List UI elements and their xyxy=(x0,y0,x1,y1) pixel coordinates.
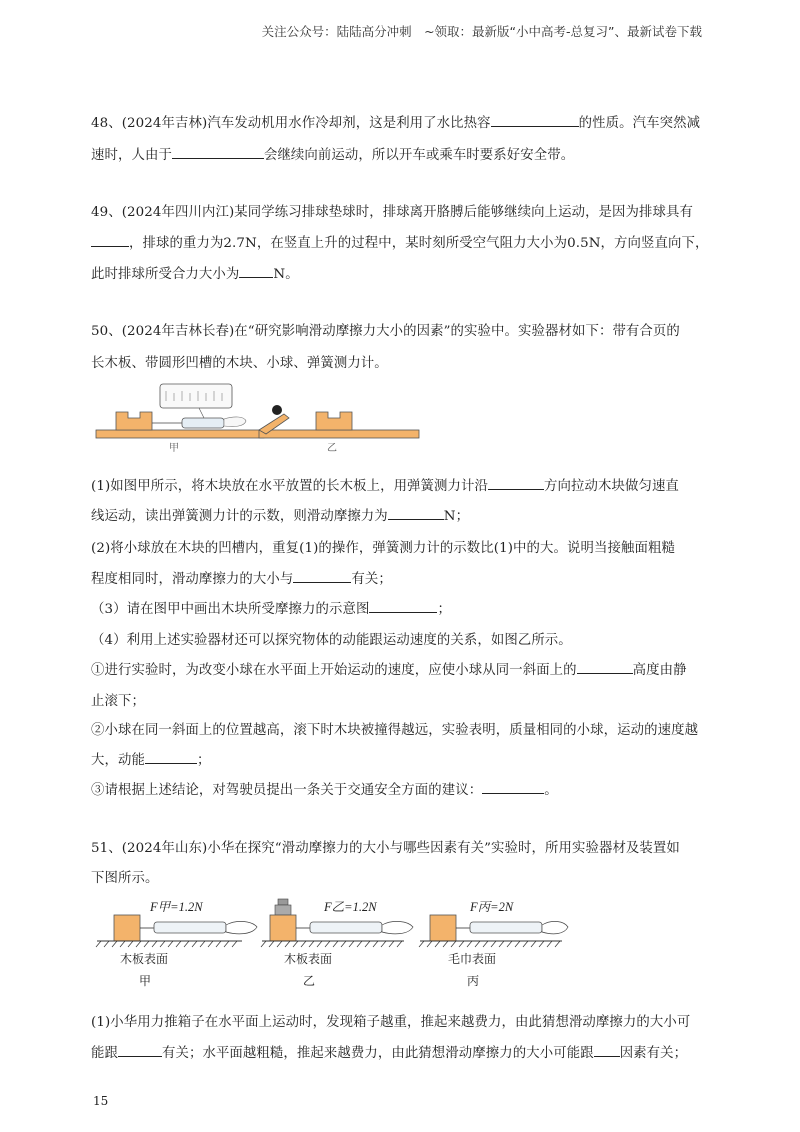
weight-top xyxy=(278,899,288,905)
q51-line2: 下图所示。 xyxy=(91,871,159,886)
q50-c2-blank[interactable] xyxy=(145,752,197,764)
q50-s4: （4）利用上述实验器材还可以探究物体的动能跟运动速度的关系，如图乙所示。 xyxy=(91,633,572,648)
hatch-mark xyxy=(293,941,298,947)
q50-s1-line1 xyxy=(91,475,679,494)
q50-s1-text-c: 线运动，读出弹簧测力计的示数，则滑动摩擦力为 xyxy=(91,509,388,524)
page-number: 15 xyxy=(93,1094,109,1108)
hand-icon xyxy=(542,921,568,933)
hatch-mark xyxy=(168,941,173,947)
q50-line1: 50、(2024年吉林长春)在“研究影响滑动摩擦力大小的因素”的实验中。实验器材如下：带有合页的 xyxy=(91,324,680,339)
q50-s2-text-c: 有关； xyxy=(351,572,392,587)
setup-jia xyxy=(97,900,257,988)
q51-s1-text-b: 能跟 xyxy=(91,1046,118,1061)
q50-s1-blank-1[interactable] xyxy=(488,478,544,490)
hatch-mark xyxy=(277,941,282,947)
q51-figure xyxy=(92,893,572,993)
figure-jia xyxy=(96,384,264,454)
long-board xyxy=(96,430,264,438)
q49-line3 xyxy=(91,263,299,282)
hatch-mark xyxy=(192,941,197,947)
hatch-mark xyxy=(160,941,165,947)
weight xyxy=(275,905,291,915)
q49-text-b: ，排球的重力为2.7N，在竖直上升的过程中，某时刻所受空气阻力大小为0.5N，方向竖直向下， xyxy=(129,236,709,251)
hatch-mark xyxy=(365,941,370,947)
figure-yi xyxy=(259,405,419,454)
surface-jia: 木板表面 xyxy=(120,952,169,966)
hatch-mark xyxy=(269,941,274,947)
q50-s1-blank-2[interactable] xyxy=(388,508,444,520)
q48-text-c: 速时，人由于 xyxy=(91,148,172,163)
setup-bing xyxy=(420,900,568,988)
hatch-mark xyxy=(435,941,440,947)
hatch-mark xyxy=(325,941,330,947)
hatch-mark xyxy=(357,941,362,947)
hatch-mark xyxy=(104,941,109,947)
q50-c1-line2: 止滚下； xyxy=(91,694,145,709)
q48-text-d: 会继续向前运动，所以开车或乘车时要系好安全带。 xyxy=(263,148,575,163)
hatch-mark xyxy=(184,941,189,947)
box-jia xyxy=(114,915,140,941)
q50-s1-text-d: N； xyxy=(443,509,470,524)
hatch-mark xyxy=(285,941,290,947)
force-label-jia: F甲=1.2N xyxy=(150,900,203,914)
q50-s2-text-b: 程度相同时，滑动摩擦力的大小与 xyxy=(91,572,294,587)
q50-c3-text-b: 。 xyxy=(544,783,558,798)
q50-s3-text-b: ； xyxy=(437,602,451,617)
q51-s1-text-c: 有关；水平面越粗糙，推起来越费力，由此猜想滑动摩擦力的大小可能跟 xyxy=(161,1046,594,1061)
q51-s1-text-d: 因素有关； xyxy=(619,1046,688,1061)
hatch-mark xyxy=(144,941,149,947)
hatch-mark xyxy=(128,941,133,947)
q50-c2-line2 xyxy=(91,749,210,768)
q50-s1-text-a: (1)如图甲所示，将木块放在水平放置的长木板上，用弹簧测力计沿 xyxy=(91,479,489,494)
box-bing xyxy=(430,915,456,941)
wooden-block-yi xyxy=(316,412,352,430)
q49-line1: 49、(2024年四川内江)某同学练习排球垫球时，排球离开胳膊后能够继续向上运动，是因为排球具有 xyxy=(91,205,693,220)
hatch-mark xyxy=(419,941,424,947)
hatch-mark xyxy=(261,941,266,947)
q50-s2-line1: (2)将小球放在木块的凹槽内，重复(1)的操作，弹簧测力计的示数比(1)中的大。说明当接触面粗糙 xyxy=(91,541,675,556)
box-yi xyxy=(270,915,296,941)
q49-text-d: N。 xyxy=(273,267,299,282)
figure-jia-label: 甲 xyxy=(169,443,179,454)
hatch-mark xyxy=(475,941,480,947)
hatch-mark xyxy=(200,941,205,947)
q48-blank-1[interactable] xyxy=(491,115,579,127)
hatch-mark xyxy=(555,941,560,947)
hatch-mark xyxy=(152,941,157,947)
hatch-mark xyxy=(499,941,504,947)
scale-zoom-box xyxy=(160,384,232,408)
hatch-mark xyxy=(120,941,125,947)
hand-icon xyxy=(224,417,246,427)
force-label-bing: F丙=2N xyxy=(470,900,514,914)
q50-s2-blank[interactable] xyxy=(293,571,351,583)
hatch-mark xyxy=(467,941,472,947)
hatch-mark xyxy=(333,941,338,947)
q49-blank-2[interactable] xyxy=(239,266,273,278)
hatch-mark xyxy=(451,941,456,947)
horizontal-board xyxy=(259,430,419,438)
q50-s3-text-a: （3）请在图甲中画出木块所受摩擦力的示意图 xyxy=(91,602,370,617)
hatch-mark xyxy=(373,941,378,947)
q50-figure xyxy=(94,383,434,458)
q49-blank-1[interactable] xyxy=(91,235,129,247)
q51-s1-blank-1[interactable] xyxy=(118,1045,162,1057)
hatch-mark xyxy=(539,941,544,947)
q49-line2 xyxy=(91,232,708,251)
hatch-mark xyxy=(531,941,536,947)
hatch-mark xyxy=(459,941,464,947)
q50-s1-line2 xyxy=(91,505,469,524)
q50-c2-text-c: ； xyxy=(196,753,211,768)
hatch-mark xyxy=(309,941,314,947)
hatch-mark xyxy=(491,941,496,947)
spring-scale xyxy=(182,418,224,428)
hand-icon xyxy=(226,921,257,933)
hatch-mark xyxy=(216,941,221,947)
page-header: 关注公众号：陆陆高分冲刺 ~领取：最新版“小中高考-总复习”、最新试卷下载 xyxy=(261,24,702,39)
q51-s1-line2 xyxy=(91,1042,687,1061)
hatch-mark xyxy=(96,941,101,947)
hatch-mark xyxy=(547,941,552,947)
hatch-mark xyxy=(427,941,432,947)
hand-icon xyxy=(382,921,413,933)
q50-c3-blank[interactable] xyxy=(482,782,544,794)
q50-c1-text-b: 高度由静 xyxy=(632,663,687,678)
figure-yi-label: 乙 xyxy=(327,443,337,454)
q49-text-c: 此时排球所受合力大小为 xyxy=(91,267,240,282)
surface-bing: 毛巾表面 xyxy=(448,952,497,966)
q50-line2: 长木板、带圆形凹槽的木块、小球、弹簧测力计。 xyxy=(91,356,388,371)
q50-c1-blank[interactable] xyxy=(577,662,633,674)
hatch-mark xyxy=(341,941,346,947)
spring-scale-jia xyxy=(154,922,226,933)
hatch-mark xyxy=(349,941,354,947)
q50-s3-blank[interactable] xyxy=(369,601,437,613)
q51-line1: 51、(2024年山东)小华在探究“滑动摩擦力的大小与哪些因素有关”实验时，所用实验器材及装置如 xyxy=(91,841,680,856)
q50-s3 xyxy=(91,598,451,617)
ball xyxy=(272,405,282,415)
surface-yi: 木板表面 xyxy=(284,952,333,966)
hatch-mark xyxy=(136,941,141,947)
hatch-mark xyxy=(112,941,117,947)
force-label-yi: F乙=1.2N xyxy=(324,900,377,914)
q48-line1 xyxy=(91,112,700,131)
q50-s1-text-b: 方向拉动木块做匀速直 xyxy=(544,479,679,494)
q50-c2-text-b: 大，动能 xyxy=(91,753,145,768)
spring-scale-bing xyxy=(470,922,542,933)
hatch-mark xyxy=(232,941,237,947)
q50-c1-line1 xyxy=(91,659,687,678)
hatch-mark xyxy=(224,941,229,947)
hatch-mark xyxy=(507,941,512,947)
q50-c1-text-a: ①进行实验时，为改变小球在水平面上开始运动的速度，应使小球从同一斜面上的 xyxy=(91,663,577,678)
hatch-mark xyxy=(208,941,213,947)
q50-c2-line1: ②小球在同一斜面上的位置越高，滚下时木块被撞得越远，实验表明，质量相同的小球，运动的速度越 xyxy=(91,723,699,738)
label-bing: 丙 xyxy=(467,974,480,988)
hatch-mark xyxy=(176,941,181,947)
label-jia: 甲 xyxy=(139,974,152,988)
ground-hatching xyxy=(96,941,560,947)
q50-c3 xyxy=(91,779,558,798)
hatch-mark xyxy=(443,941,448,947)
hatch-mark xyxy=(397,941,402,947)
hatch-mark xyxy=(483,941,488,947)
q48-text-b: 的性质。汽车突然减 xyxy=(578,116,701,131)
hatch-mark xyxy=(317,941,322,947)
q51-s1-blank-2[interactable] xyxy=(594,1045,620,1057)
hatch-mark xyxy=(523,941,528,947)
hatch-mark xyxy=(389,941,394,947)
q48-text-a: 48、(2024年吉林)汽车发动机用水作冷却剂，这是利用了水比热容 xyxy=(91,116,491,131)
wooden-block xyxy=(116,412,152,430)
label-yi: 乙 xyxy=(303,974,316,988)
q50-c3-text-a: ③请根据上述结论，对驾驶员提出一条关于交通安全方面的建议： xyxy=(91,783,483,798)
q48-blank-2[interactable] xyxy=(172,147,264,159)
spring-scale-yi xyxy=(310,922,382,933)
hatch-mark xyxy=(301,941,306,947)
hatch-mark xyxy=(381,941,386,947)
q48-line2 xyxy=(91,144,574,163)
setup-yi xyxy=(262,899,413,988)
hatch-mark xyxy=(515,941,520,947)
q50-s2-line2 xyxy=(91,568,392,587)
q51-s1-line1: (1)小华用力推箱子在水平面上运动时，发现箱子越重，推起来越费力，由此猜想滑动摩擦力的大小可 xyxy=(91,1015,691,1030)
